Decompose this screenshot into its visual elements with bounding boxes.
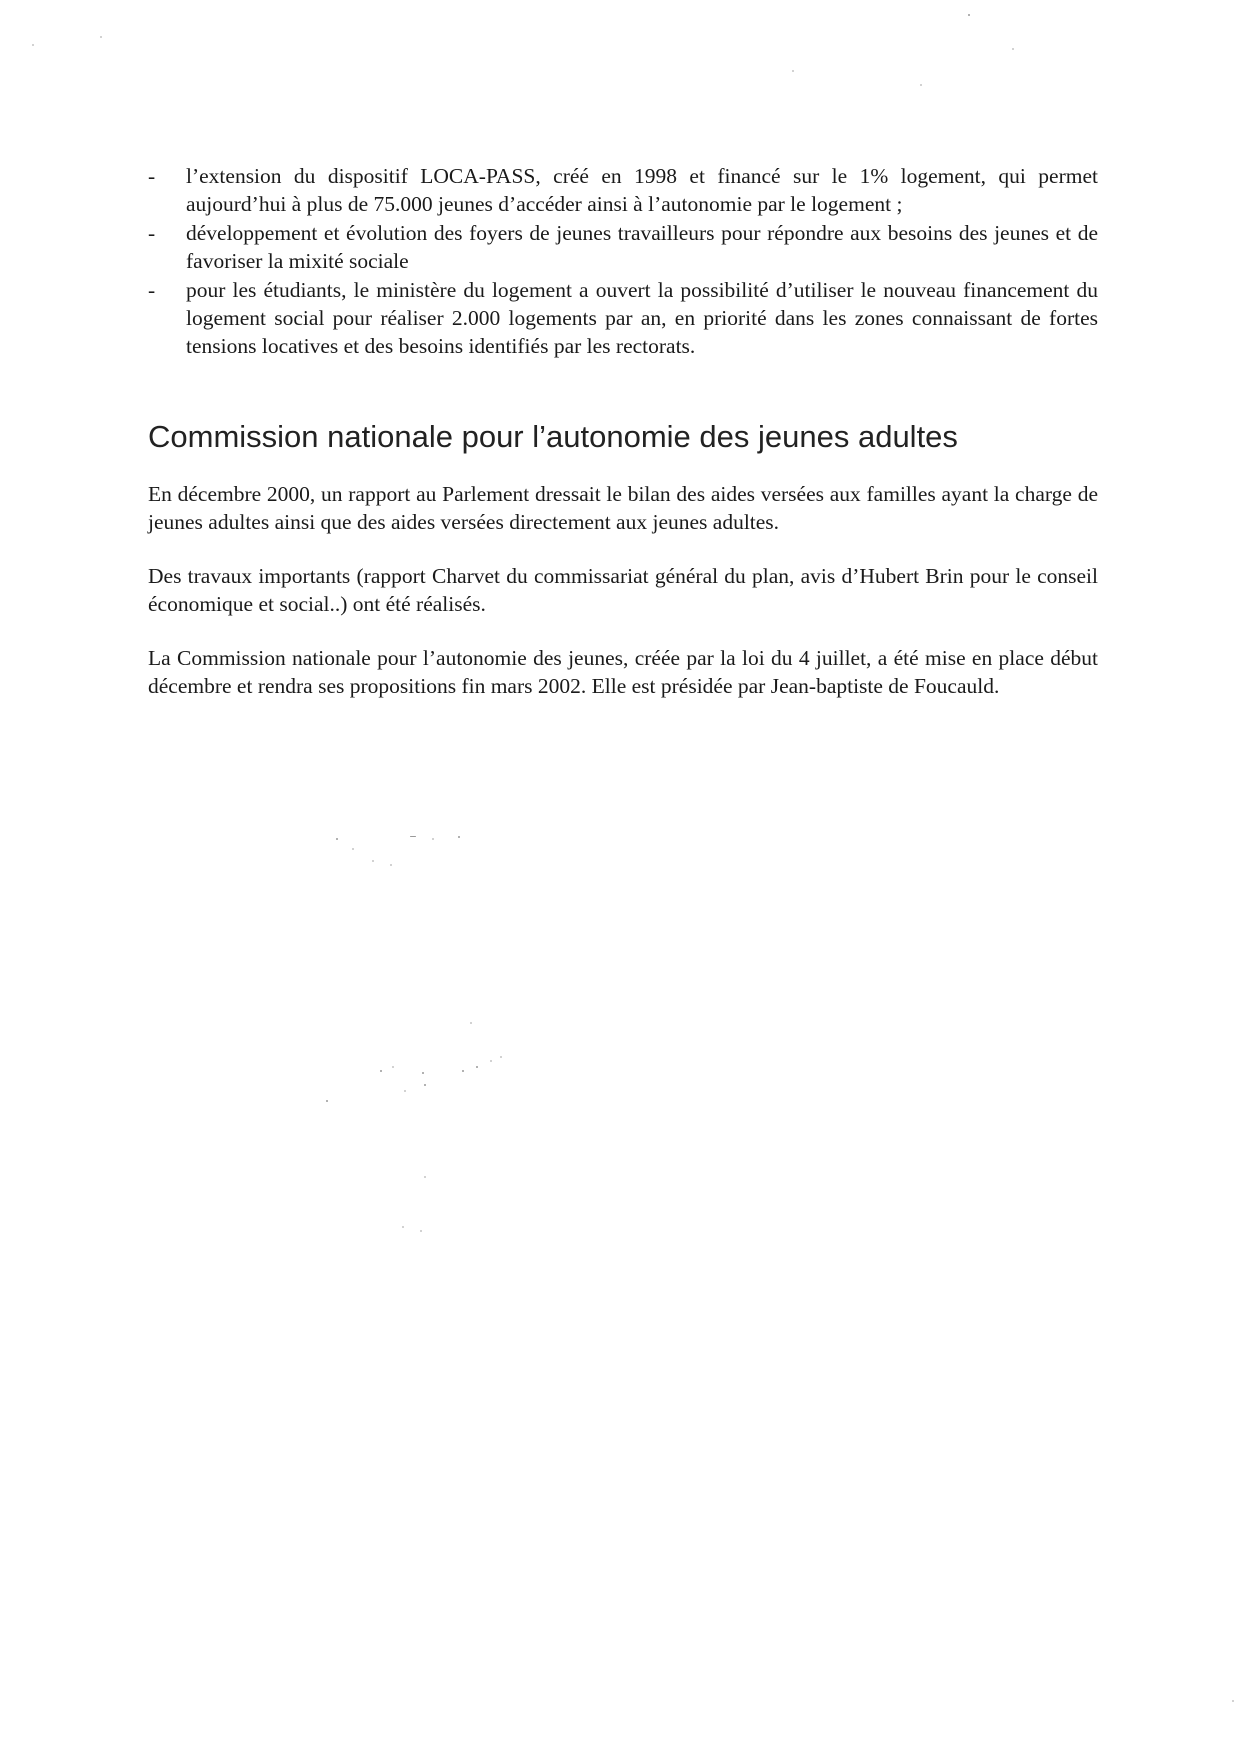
- bullet-text: pour les étudiants, le ministère du logement a ouvert la possibilité d’utiliser le nouveau financement du logement social pour réaliser 2.000 logements par an, en priorité dans les zones connaissant de fortes tensions locatives et des besoins identifiés par les rectorats.: [186, 278, 1098, 358]
- bullet-list: [148, 162, 1098, 360]
- bullet-marker: -: [148, 164, 156, 188]
- bullet-item-etudiants: [148, 276, 1098, 360]
- section-heading: Commission nationale pour l’autonomie des jeunes adultes: [148, 419, 958, 454]
- bullet-text: l’extension du dispositif LOCA-PASS, créé en 1998 et financé sur le 1% logement, qui permet aujourd’hui à plus de 75.000 jeunes d’accéder ainsi à l’autonomie par le logement ;: [186, 164, 1098, 216]
- paragraph-travaux: Des travaux importants (rapport Charvet du commissariat général du plan, avis d’Hubert Brin pour le conseil économique et social..) ont été réalisés.: [148, 564, 1098, 616]
- bullet-item-loca-pass: [148, 162, 1098, 218]
- document-content: [148, 162, 1098, 726]
- paragraph-rapport-parlement: En décembre 2000, un rapport au Parlement dressait le bilan des aides versées aux familles ayant la charge de jeunes adultes ainsi que des aides versées directement aux jeunes adultes.: [148, 482, 1098, 534]
- bullet-text: développement et évolution des foyers de jeunes travailleurs pour répondre aux besoins des jeunes et de favoriser la mixité sociale: [186, 221, 1098, 273]
- bullet-item-foyers: [148, 219, 1098, 275]
- bullet-marker: -: [148, 278, 156, 302]
- bullet-marker: -: [148, 221, 156, 245]
- paragraph-commission: La Commission nationale pour l’autonomie des jeunes, créée par la loi du 4 juillet, a été mise en place début décembre et rendra ses propositions fin mars 2002. Elle est présidée par Jean-baptiste de Foucauld.: [148, 646, 1098, 698]
